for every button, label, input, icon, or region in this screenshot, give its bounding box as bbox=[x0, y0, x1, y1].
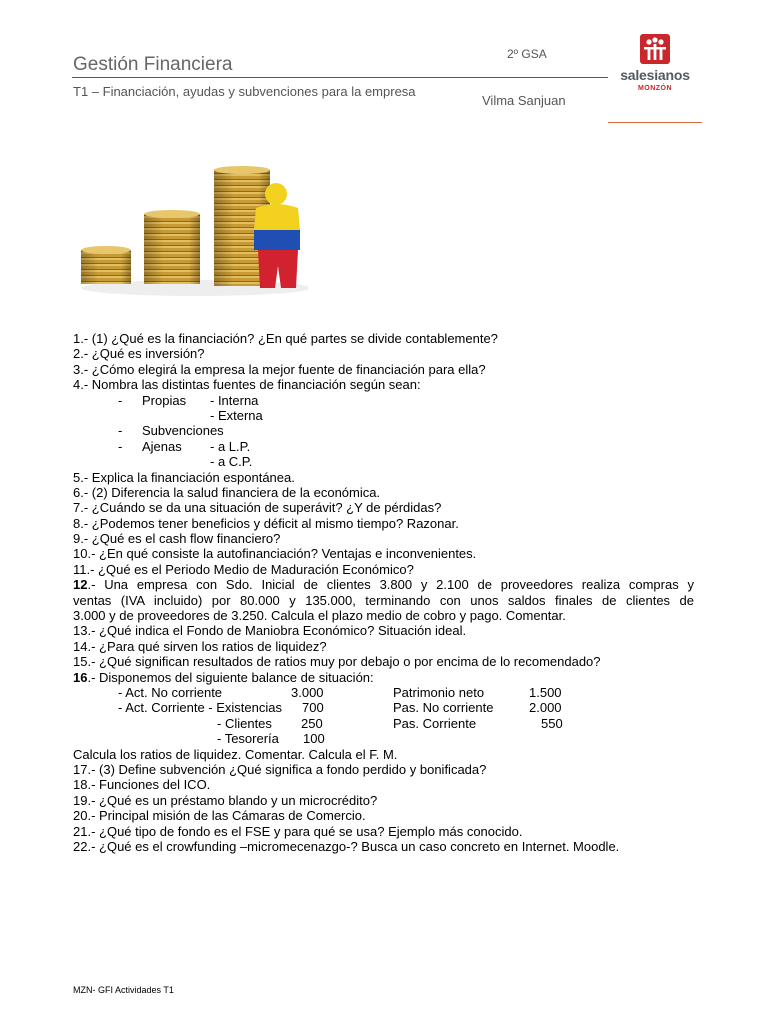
balance-label: - Clientes bbox=[217, 715, 272, 731]
balance-row-2 bbox=[73, 700, 694, 715]
header-divider bbox=[72, 77, 608, 78]
question-12-line-1 bbox=[73, 577, 694, 592]
list-subitem: - a L.P. bbox=[210, 438, 251, 454]
list-item-externa bbox=[73, 408, 694, 423]
question-12-line-3: 3.000 y de proveedores de 3.250. Calcula el plazo medio de cobro y pago. Comentar. bbox=[73, 608, 566, 624]
balance-label: Pas. Corriente bbox=[393, 715, 477, 731]
balance-row-1 bbox=[73, 685, 694, 700]
list-item-label: Subvenciones bbox=[142, 423, 224, 439]
balance-value: 1.500 bbox=[529, 684, 562, 700]
question-5: 5.- Explica la financiación espontánea. bbox=[73, 469, 295, 485]
question-10: 10.- ¿En qué consiste la autofinanciación? Ventajas e inconvenientes. bbox=[73, 546, 477, 562]
question-15: 15.- ¿Qué significan resultados de ratios muy por debajo o por encima de lo recomendado? bbox=[73, 654, 601, 670]
question-number: 12 bbox=[73, 577, 88, 593]
question-14: 14.- ¿Para qué sirven los ratios de liquidez? bbox=[73, 638, 327, 654]
list-item-label: Ajenas bbox=[142, 438, 182, 454]
page-footer: MZN- GFI Actividades T1 bbox=[73, 985, 174, 995]
question-20: 20.- Principal misión de las Cámaras de Comercio. bbox=[73, 808, 366, 824]
list-bullet: - bbox=[118, 423, 123, 439]
balance-label: Pas. No corriente bbox=[393, 700, 494, 716]
balance-value: 700 bbox=[302, 700, 324, 716]
question-4: 4.- Nombra las distintas fuentes de financiación según sean: bbox=[73, 377, 421, 393]
question-9: 9.- ¿Qué es el cash flow financiero? bbox=[73, 531, 281, 547]
balance-row-4 bbox=[73, 731, 694, 746]
balance-row-3 bbox=[73, 716, 694, 731]
balance-value: 550 bbox=[541, 715, 563, 731]
balance-label: - Tesorería bbox=[217, 731, 279, 747]
question-7: 7.- ¿Cuándo se da una situación de superávit? ¿Y de pérdidas? bbox=[73, 500, 442, 516]
question-1: 1.- (1) ¿Qué es la financiación? ¿En qué partes se divide contablemente? bbox=[73, 331, 498, 346]
question-text: .- Una empresa con Sdo. Inicial de clientes 3.800 y 2.100 de proveedores realiza compras y bbox=[87, 577, 694, 593]
list-item-cp bbox=[73, 454, 694, 469]
question-12-line-2: ventas (IVA incluido) por 80.000 y 135.000, terminando con unos saldos finales de clientes de bbox=[73, 592, 694, 608]
question-13: 13.- ¿Qué indica el Fondo de Maniobra Económico? Situación ideal. bbox=[73, 623, 467, 639]
question-8: 8.- ¿Podemos tener beneficios y déficit al mismo tiempo? Razonar. bbox=[73, 515, 459, 531]
question-16-instruction: Calcula los ratios de liquidez. Comentar. Calcula el F. M. bbox=[73, 746, 398, 762]
teacher-name: Vilma Sanjuan bbox=[482, 93, 566, 108]
question-6: 6.- (2) Diferencia la salud financiera de la económica. bbox=[73, 484, 381, 500]
list-item-subvenciones bbox=[73, 423, 694, 438]
question-text: .- Disponemos del siguiente balance de situación: bbox=[87, 669, 374, 685]
question-22: 22.- ¿Qué es el crowfunding –micromecenazgo-? Busca un caso concreto en Internet. Moodle. bbox=[73, 838, 620, 854]
logo-name: salesianos bbox=[620, 67, 690, 83]
question-18: 18.- Funciones del ICO. bbox=[73, 777, 211, 793]
list-subitem: - Interna bbox=[210, 392, 259, 408]
question-16 bbox=[73, 670, 694, 685]
course-label: 2º GSA bbox=[507, 47, 547, 61]
list-item-propias bbox=[73, 393, 694, 408]
list-bullet: - bbox=[118, 392, 123, 408]
balance-label: Patrimonio neto bbox=[393, 684, 485, 700]
list-bullet: - bbox=[118, 438, 123, 454]
list-subitem: - a C.P. bbox=[210, 454, 253, 470]
balance-value: 2.000 bbox=[529, 700, 562, 716]
salesianos-mark-icon bbox=[640, 34, 670, 64]
balance-label: - Act. Corriente - Existencias bbox=[118, 700, 282, 716]
question-3: 3.- ¿Cómo elegirá la empresa la mejor fuente de financiación para ella? bbox=[73, 361, 486, 377]
balance-label: - Act. No corriente bbox=[118, 684, 223, 700]
question-number: 16 bbox=[73, 669, 88, 685]
document-subtitle: T1 – Financiación, ayudas y subvenciones para la empresa bbox=[73, 84, 416, 99]
list-item-ajenas bbox=[73, 439, 694, 454]
question-11: 11.- ¿Qué es el Periodo Medio de Maduración Económico? bbox=[73, 561, 414, 577]
balance-value: 3.000 bbox=[291, 684, 324, 700]
logo-city: MONZÓN bbox=[637, 85, 673, 92]
question-19: 19.- ¿Qué es un préstamo blando y un microcrédito? bbox=[73, 792, 378, 808]
question-21: 21.- ¿Qué tipo de fondo es el FSE y para qué se usa? Ejemplo más conocido. bbox=[73, 823, 523, 839]
balance-value: 250 bbox=[301, 715, 323, 731]
logo-divider bbox=[608, 122, 702, 123]
coin-stacks-illustration bbox=[76, 138, 308, 298]
balance-value: 100 bbox=[303, 731, 325, 747]
question-17: 17.- (3) Define subvención ¿Qué significa a fondo perdido y bonificada? bbox=[73, 761, 487, 777]
question-2: 2.- ¿Qué es inversión? bbox=[73, 346, 205, 362]
list-subitem: - Externa bbox=[210, 407, 263, 423]
list-item-label: Propias bbox=[142, 392, 187, 408]
question-list bbox=[73, 331, 694, 854]
document-title: Gestión Financiera bbox=[73, 54, 233, 75]
